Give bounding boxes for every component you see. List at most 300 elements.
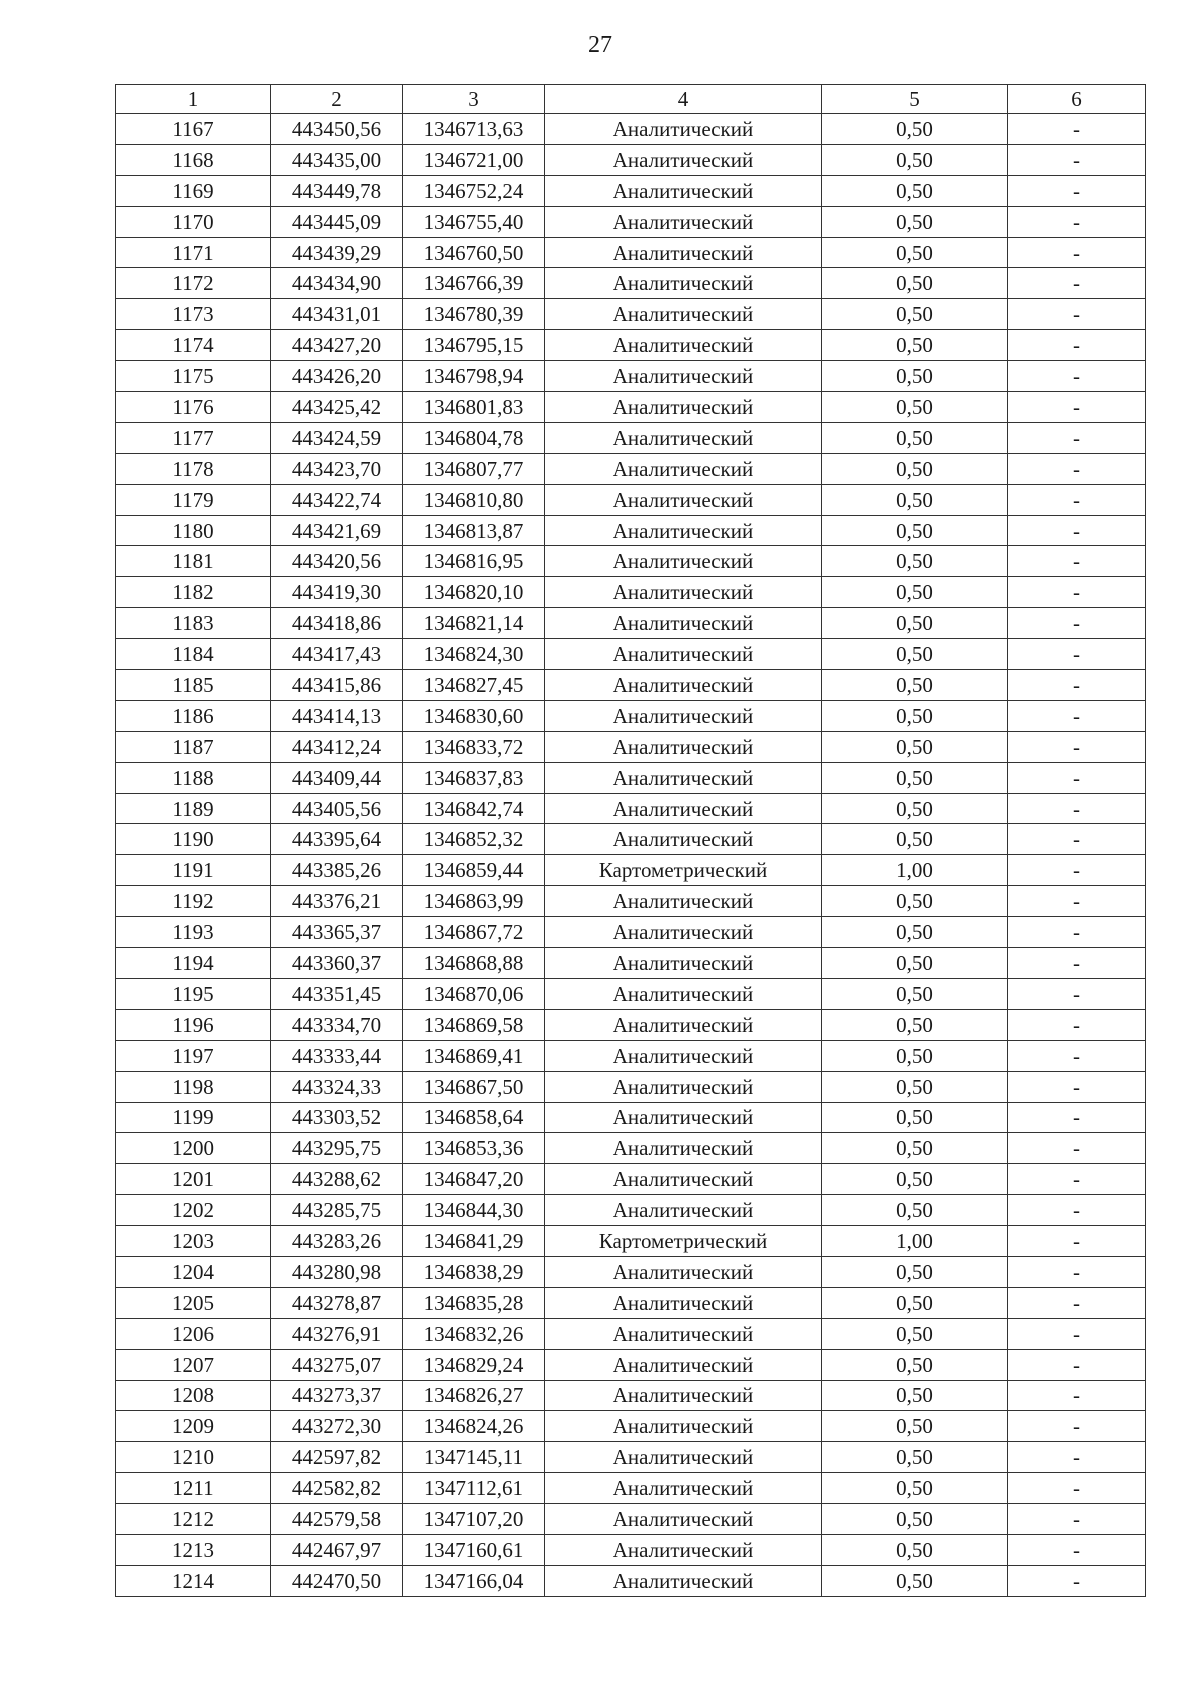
method-cell: Аналитический — [545, 1164, 822, 1195]
accuracy-cell: 0,50 — [822, 1287, 1008, 1318]
point-number-cell: 1181 — [116, 546, 271, 577]
x-coordinate-cell: 443421,69 — [271, 515, 403, 546]
table-row — [116, 948, 1146, 979]
x-coordinate-cell: 443351,45 — [271, 978, 403, 1009]
y-coordinate-cell: 1346842,74 — [403, 793, 545, 824]
note-cell: - — [1008, 1318, 1146, 1349]
table-row — [116, 1442, 1146, 1473]
accuracy-cell: 0,50 — [822, 978, 1008, 1009]
table-row — [116, 917, 1146, 948]
note-cell: - — [1008, 855, 1146, 886]
point-number-cell: 1180 — [116, 515, 271, 546]
y-coordinate-cell: 1346810,80 — [403, 484, 545, 515]
x-coordinate-cell: 442467,97 — [271, 1534, 403, 1565]
note-cell: - — [1008, 1534, 1146, 1565]
note-cell: - — [1008, 330, 1146, 361]
note-cell: - — [1008, 1195, 1146, 1226]
note-cell: - — [1008, 361, 1146, 392]
point-number-cell: 1187 — [116, 731, 271, 762]
table-row — [116, 515, 1146, 546]
column-header-5: 5 — [822, 85, 1008, 114]
note-cell: - — [1008, 608, 1146, 639]
method-cell: Аналитический — [545, 1504, 822, 1535]
note-cell: - — [1008, 824, 1146, 855]
accuracy-cell: 0,50 — [822, 1102, 1008, 1133]
note-cell: - — [1008, 237, 1146, 268]
note-cell: - — [1008, 1226, 1146, 1257]
note-cell: - — [1008, 1565, 1146, 1596]
accuracy-cell: 0,50 — [822, 639, 1008, 670]
point-number-cell: 1168 — [116, 144, 271, 175]
column-header-3: 3 — [403, 85, 545, 114]
point-number-cell: 1197 — [116, 1040, 271, 1071]
accuracy-cell: 0,50 — [822, 700, 1008, 731]
method-cell: Аналитический — [545, 1380, 822, 1411]
accuracy-cell: 0,50 — [822, 1534, 1008, 1565]
y-coordinate-cell: 1346813,87 — [403, 515, 545, 546]
table-row — [116, 1164, 1146, 1195]
y-coordinate-cell: 1346869,58 — [403, 1009, 545, 1040]
x-coordinate-cell: 442582,82 — [271, 1473, 403, 1504]
point-number-cell: 1204 — [116, 1256, 271, 1287]
x-coordinate-cell: 443283,26 — [271, 1226, 403, 1257]
y-coordinate-cell: 1346804,78 — [403, 422, 545, 453]
table-row — [116, 1318, 1146, 1349]
x-coordinate-cell: 443285,75 — [271, 1195, 403, 1226]
point-number-cell: 1192 — [116, 886, 271, 917]
accuracy-cell: 0,50 — [822, 762, 1008, 793]
method-cell: Аналитический — [545, 1565, 822, 1596]
y-coordinate-cell: 1346859,44 — [403, 855, 545, 886]
accuracy-cell: 0,50 — [822, 917, 1008, 948]
accuracy-cell: 0,50 — [822, 793, 1008, 824]
x-coordinate-cell: 443424,59 — [271, 422, 403, 453]
note-cell: - — [1008, 1164, 1146, 1195]
point-number-cell: 1175 — [116, 361, 271, 392]
table-row — [116, 361, 1146, 392]
accuracy-cell: 0,50 — [822, 361, 1008, 392]
x-coordinate-cell: 443278,87 — [271, 1287, 403, 1318]
note-cell: - — [1008, 268, 1146, 299]
point-number-cell: 1189 — [116, 793, 271, 824]
x-coordinate-cell: 443420,56 — [271, 546, 403, 577]
y-coordinate-cell: 1346816,95 — [403, 546, 545, 577]
accuracy-cell: 0,50 — [822, 886, 1008, 917]
accuracy-cell: 0,50 — [822, 1256, 1008, 1287]
x-coordinate-cell: 443376,21 — [271, 886, 403, 917]
method-cell: Аналитический — [545, 546, 822, 577]
note-cell: - — [1008, 114, 1146, 145]
point-number-cell: 1203 — [116, 1226, 271, 1257]
table-row — [116, 762, 1146, 793]
accuracy-cell: 0,50 — [822, 453, 1008, 484]
note-cell: - — [1008, 917, 1146, 948]
note-cell: - — [1008, 978, 1146, 1009]
point-number-cell: 1195 — [116, 978, 271, 1009]
point-number-cell: 1211 — [116, 1473, 271, 1504]
point-number-cell: 1186 — [116, 700, 271, 731]
x-coordinate-cell: 442597,82 — [271, 1442, 403, 1473]
y-coordinate-cell: 1346833,72 — [403, 731, 545, 762]
table-row — [116, 422, 1146, 453]
x-coordinate-cell: 443434,90 — [271, 268, 403, 299]
method-cell: Аналитический — [545, 1256, 822, 1287]
x-coordinate-cell: 443295,75 — [271, 1133, 403, 1164]
accuracy-cell: 0,50 — [822, 237, 1008, 268]
y-coordinate-cell: 1346867,72 — [403, 917, 545, 948]
table-row — [116, 1009, 1146, 1040]
note-cell: - — [1008, 1256, 1146, 1287]
accuracy-cell: 0,50 — [822, 1411, 1008, 1442]
table-row — [116, 1504, 1146, 1535]
table-row — [116, 855, 1146, 886]
table-row — [116, 731, 1146, 762]
header-row — [116, 85, 1146, 114]
x-coordinate-cell: 443412,24 — [271, 731, 403, 762]
point-number-cell: 1169 — [116, 175, 271, 206]
point-number-cell: 1173 — [116, 299, 271, 330]
x-coordinate-cell: 443409,44 — [271, 762, 403, 793]
note-cell: - — [1008, 1102, 1146, 1133]
x-coordinate-cell: 443445,09 — [271, 206, 403, 237]
x-coordinate-cell: 443333,44 — [271, 1040, 403, 1071]
note-cell: - — [1008, 700, 1146, 731]
x-coordinate-cell: 443431,01 — [271, 299, 403, 330]
method-cell: Аналитический — [545, 1133, 822, 1164]
accuracy-cell: 0,50 — [822, 206, 1008, 237]
method-cell: Аналитический — [545, 206, 822, 237]
y-coordinate-cell: 1346853,36 — [403, 1133, 545, 1164]
column-header-2: 2 — [271, 85, 403, 114]
point-number-cell: 1185 — [116, 670, 271, 701]
point-number-cell: 1194 — [116, 948, 271, 979]
accuracy-cell: 0,50 — [822, 546, 1008, 577]
method-cell: Картометрический — [545, 1226, 822, 1257]
y-coordinate-cell: 1346868,88 — [403, 948, 545, 979]
note-cell: - — [1008, 731, 1146, 762]
x-coordinate-cell: 443385,26 — [271, 855, 403, 886]
point-number-cell: 1199 — [116, 1102, 271, 1133]
note-cell: - — [1008, 886, 1146, 917]
table-row — [116, 577, 1146, 608]
note-cell: - — [1008, 392, 1146, 423]
table-row — [116, 886, 1146, 917]
page-number: 27 — [588, 32, 612, 58]
y-coordinate-cell: 1347112,61 — [403, 1473, 545, 1504]
x-coordinate-cell: 443414,13 — [271, 700, 403, 731]
accuracy-cell: 0,50 — [822, 1504, 1008, 1535]
note-cell: - — [1008, 1504, 1146, 1535]
table-row — [116, 1133, 1146, 1164]
method-cell: Картометрический — [545, 855, 822, 886]
method-cell: Аналитический — [545, 114, 822, 145]
note-cell: - — [1008, 1040, 1146, 1071]
table-row — [116, 1071, 1146, 1102]
note-cell: - — [1008, 175, 1146, 206]
accuracy-cell: 0,50 — [822, 1195, 1008, 1226]
table-row — [116, 1349, 1146, 1380]
table-row — [116, 1473, 1146, 1504]
method-cell: Аналитический — [545, 484, 822, 515]
y-coordinate-cell: 1346824,30 — [403, 639, 545, 670]
x-coordinate-cell: 443324,33 — [271, 1071, 403, 1102]
method-cell: Аналитический — [545, 1411, 822, 1442]
y-coordinate-cell: 1346713,63 — [403, 114, 545, 145]
x-coordinate-cell: 443418,86 — [271, 608, 403, 639]
note-cell: - — [1008, 1349, 1146, 1380]
table-row — [116, 392, 1146, 423]
y-coordinate-cell: 1346795,15 — [403, 330, 545, 361]
y-coordinate-cell: 1346869,41 — [403, 1040, 545, 1071]
y-coordinate-cell: 1346824,26 — [403, 1411, 545, 1442]
point-number-cell: 1191 — [116, 855, 271, 886]
point-number-cell: 1196 — [116, 1009, 271, 1040]
method-cell: Аналитический — [545, 1287, 822, 1318]
y-coordinate-cell: 1346841,29 — [403, 1226, 545, 1257]
accuracy-cell: 0,50 — [822, 608, 1008, 639]
x-coordinate-cell: 443417,43 — [271, 639, 403, 670]
point-number-cell: 1184 — [116, 639, 271, 670]
method-cell: Аналитический — [545, 268, 822, 299]
point-number-cell: 1213 — [116, 1534, 271, 1565]
note-cell: - — [1008, 1380, 1146, 1411]
accuracy-cell: 0,50 — [822, 330, 1008, 361]
y-coordinate-cell: 1346801,83 — [403, 392, 545, 423]
point-number-cell: 1174 — [116, 330, 271, 361]
y-coordinate-cell: 1346721,00 — [403, 144, 545, 175]
method-cell: Аналитический — [545, 361, 822, 392]
y-coordinate-cell: 1346835,28 — [403, 1287, 545, 1318]
y-coordinate-cell: 1346863,99 — [403, 886, 545, 917]
table-row — [116, 978, 1146, 1009]
y-coordinate-cell: 1347160,61 — [403, 1534, 545, 1565]
method-cell: Аналитический — [545, 917, 822, 948]
x-coordinate-cell: 443419,30 — [271, 577, 403, 608]
method-cell: Аналитический — [545, 886, 822, 917]
table-row — [116, 299, 1146, 330]
accuracy-cell: 0,50 — [822, 1565, 1008, 1596]
x-coordinate-cell: 443423,70 — [271, 453, 403, 484]
point-number-cell: 1188 — [116, 762, 271, 793]
y-coordinate-cell: 1346858,64 — [403, 1102, 545, 1133]
accuracy-cell: 1,00 — [822, 855, 1008, 886]
accuracy-cell: 0,50 — [822, 268, 1008, 299]
note-cell: - — [1008, 515, 1146, 546]
table-row — [116, 1195, 1146, 1226]
note-cell: - — [1008, 1442, 1146, 1473]
coordinates-table — [115, 84, 1146, 1597]
y-coordinate-cell: 1346832,26 — [403, 1318, 545, 1349]
method-cell: Аналитический — [545, 1040, 822, 1071]
point-number-cell: 1171 — [116, 237, 271, 268]
table-row — [116, 824, 1146, 855]
point-number-cell: 1210 — [116, 1442, 271, 1473]
x-coordinate-cell: 443275,07 — [271, 1349, 403, 1380]
y-coordinate-cell: 1346821,14 — [403, 608, 545, 639]
table-row — [116, 1102, 1146, 1133]
accuracy-cell: 0,50 — [822, 1380, 1008, 1411]
table-row — [116, 608, 1146, 639]
table-row — [116, 639, 1146, 670]
x-coordinate-cell: 443272,30 — [271, 1411, 403, 1442]
point-number-cell: 1178 — [116, 453, 271, 484]
point-number-cell: 1190 — [116, 824, 271, 855]
y-coordinate-cell: 1346755,40 — [403, 206, 545, 237]
table-header — [116, 85, 1146, 114]
point-number-cell: 1208 — [116, 1380, 271, 1411]
table-row — [116, 268, 1146, 299]
x-coordinate-cell: 443425,42 — [271, 392, 403, 423]
x-coordinate-cell: 443426,20 — [271, 361, 403, 392]
method-cell: Аналитический — [545, 978, 822, 1009]
note-cell: - — [1008, 422, 1146, 453]
table-row — [116, 1534, 1146, 1565]
y-coordinate-cell: 1346837,83 — [403, 762, 545, 793]
note-cell: - — [1008, 1411, 1146, 1442]
y-coordinate-cell: 1346827,45 — [403, 670, 545, 701]
note-cell: - — [1008, 762, 1146, 793]
y-coordinate-cell: 1346826,27 — [403, 1380, 545, 1411]
accuracy-cell: 1,00 — [822, 1226, 1008, 1257]
x-coordinate-cell: 443280,98 — [271, 1256, 403, 1287]
note-cell: - — [1008, 1009, 1146, 1040]
table-row — [116, 144, 1146, 175]
y-coordinate-cell: 1346830,60 — [403, 700, 545, 731]
note-cell: - — [1008, 639, 1146, 670]
method-cell: Аналитический — [545, 700, 822, 731]
accuracy-cell: 0,50 — [822, 1442, 1008, 1473]
point-number-cell: 1170 — [116, 206, 271, 237]
point-number-cell: 1183 — [116, 608, 271, 639]
note-cell: - — [1008, 546, 1146, 577]
x-coordinate-cell: 443360,37 — [271, 948, 403, 979]
x-coordinate-cell: 443422,74 — [271, 484, 403, 515]
accuracy-cell: 0,50 — [822, 144, 1008, 175]
method-cell: Аналитический — [545, 824, 822, 855]
accuracy-cell: 0,50 — [822, 577, 1008, 608]
y-coordinate-cell: 1346752,24 — [403, 175, 545, 206]
accuracy-cell: 0,50 — [822, 114, 1008, 145]
x-coordinate-cell: 443450,56 — [271, 114, 403, 145]
x-coordinate-cell: 443427,20 — [271, 330, 403, 361]
point-number-cell: 1207 — [116, 1349, 271, 1380]
table-body — [116, 114, 1146, 1597]
table-row — [116, 1040, 1146, 1071]
column-header-6: 6 — [1008, 85, 1146, 114]
point-number-cell: 1202 — [116, 1195, 271, 1226]
point-number-cell: 1201 — [116, 1164, 271, 1195]
accuracy-cell: 0,50 — [822, 731, 1008, 762]
method-cell: Аналитический — [545, 1102, 822, 1133]
x-coordinate-cell: 443435,00 — [271, 144, 403, 175]
method-cell: Аналитический — [545, 1071, 822, 1102]
y-coordinate-cell: 1347145,11 — [403, 1442, 545, 1473]
note-cell: - — [1008, 299, 1146, 330]
point-number-cell: 1182 — [116, 577, 271, 608]
point-number-cell: 1176 — [116, 392, 271, 423]
table-row — [116, 1287, 1146, 1318]
accuracy-cell: 0,50 — [822, 824, 1008, 855]
y-coordinate-cell: 1346867,50 — [403, 1071, 545, 1102]
table-row — [116, 175, 1146, 206]
y-coordinate-cell: 1347107,20 — [403, 1504, 545, 1535]
method-cell: Аналитический — [545, 948, 822, 979]
note-cell: - — [1008, 1133, 1146, 1164]
method-cell: Аналитический — [545, 762, 822, 793]
accuracy-cell: 0,50 — [822, 484, 1008, 515]
point-number-cell: 1200 — [116, 1133, 271, 1164]
note-cell: - — [1008, 144, 1146, 175]
table-row — [116, 330, 1146, 361]
method-cell: Аналитический — [545, 144, 822, 175]
point-number-cell: 1212 — [116, 1504, 271, 1535]
method-cell: Аналитический — [545, 1009, 822, 1040]
accuracy-cell: 0,50 — [822, 1133, 1008, 1164]
note-cell: - — [1008, 577, 1146, 608]
table-row — [116, 700, 1146, 731]
method-cell: Аналитический — [545, 237, 822, 268]
method-cell: Аналитический — [545, 1318, 822, 1349]
accuracy-cell: 0,50 — [822, 1473, 1008, 1504]
point-number-cell: 1205 — [116, 1287, 271, 1318]
table-row — [116, 237, 1146, 268]
accuracy-cell: 0,50 — [822, 515, 1008, 546]
y-coordinate-cell: 1346870,06 — [403, 978, 545, 1009]
accuracy-cell: 0,50 — [822, 1071, 1008, 1102]
x-coordinate-cell: 443439,29 — [271, 237, 403, 268]
y-coordinate-cell: 1346852,32 — [403, 824, 545, 855]
method-cell: Аналитический — [545, 608, 822, 639]
y-coordinate-cell: 1346766,39 — [403, 268, 545, 299]
accuracy-cell: 0,50 — [822, 1040, 1008, 1071]
point-number-cell: 1172 — [116, 268, 271, 299]
table-row — [116, 793, 1146, 824]
table-row — [116, 1256, 1146, 1287]
note-cell: - — [1008, 948, 1146, 979]
x-coordinate-cell: 443288,62 — [271, 1164, 403, 1195]
note-cell: - — [1008, 206, 1146, 237]
note-cell: - — [1008, 670, 1146, 701]
method-cell: Аналитический — [545, 639, 822, 670]
y-coordinate-cell: 1346838,29 — [403, 1256, 545, 1287]
accuracy-cell: 0,50 — [822, 392, 1008, 423]
x-coordinate-cell: 442579,58 — [271, 1504, 403, 1535]
point-number-cell: 1167 — [116, 114, 271, 145]
method-cell: Аналитический — [545, 392, 822, 423]
x-coordinate-cell: 443334,70 — [271, 1009, 403, 1040]
x-coordinate-cell: 443276,91 — [271, 1318, 403, 1349]
table-row — [116, 546, 1146, 577]
accuracy-cell: 0,50 — [822, 670, 1008, 701]
method-cell: Аналитический — [545, 515, 822, 546]
x-coordinate-cell: 442470,50 — [271, 1565, 403, 1596]
point-number-cell: 1209 — [116, 1411, 271, 1442]
accuracy-cell: 0,50 — [822, 1318, 1008, 1349]
y-coordinate-cell: 1346780,39 — [403, 299, 545, 330]
table-row — [116, 114, 1146, 145]
note-cell: - — [1008, 793, 1146, 824]
accuracy-cell: 0,50 — [822, 948, 1008, 979]
x-coordinate-cell: 443395,64 — [271, 824, 403, 855]
table-row — [116, 1226, 1146, 1257]
point-number-cell: 1198 — [116, 1071, 271, 1102]
table-row — [116, 1565, 1146, 1596]
table-row — [116, 670, 1146, 701]
table-row — [116, 206, 1146, 237]
point-number-cell: 1179 — [116, 484, 271, 515]
column-header-4: 4 — [545, 85, 822, 114]
note-cell: - — [1008, 484, 1146, 515]
